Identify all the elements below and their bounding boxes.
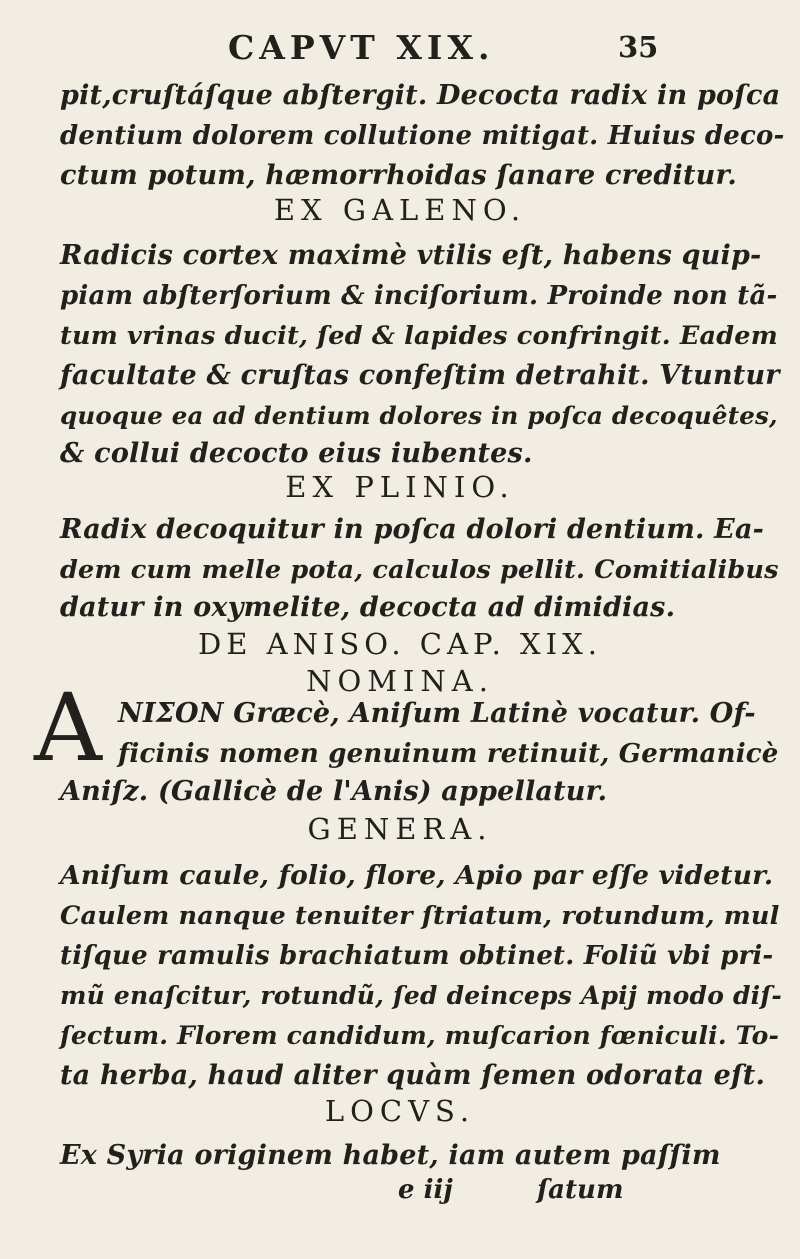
text-line: ficinis nomen genuinum retinuit, Germanicè bbox=[118, 739, 779, 769]
text-line: piam abſterſorium & inciſorium. Proinde non tã- bbox=[60, 281, 778, 311]
text-line: ta herba, haud aliter quàm ſemen odorata eſt. bbox=[60, 1060, 766, 1091]
text-line: Aniſum caule, folio, flore, Apio par eſſe videtur. bbox=[60, 860, 774, 891]
text-line: tum vrinas ducit, ſed & lapides confringit. Eadem bbox=[60, 321, 778, 351]
text-line: Radicis cortex maximè vtilis eſt, habens quip- bbox=[60, 240, 762, 271]
text-line: ſectum. Florem candidum, muſcarion fœniculi. To- bbox=[60, 1021, 780, 1050]
text-line: ctum potum, hæmorrhoidas ſanare creditur. bbox=[60, 160, 738, 191]
section-heading-galeno: EX GALENO. bbox=[273, 193, 527, 227]
page-header bbox=[0, 22, 800, 72]
page-number: 35 bbox=[618, 30, 659, 64]
text-line: dem cum melle pota, calculos pellit. Comitialibus bbox=[60, 555, 779, 585]
catchword: ſatum bbox=[537, 1175, 624, 1205]
text-line: quoque ea ad dentium dolores in poſca decoquêtes, bbox=[60, 401, 778, 430]
section-heading-genera: GENERA. bbox=[307, 812, 493, 846]
signature-mark: e iij bbox=[398, 1175, 453, 1205]
text-line: ΝΙΣΟΝ Græcè, Aniſum Latinè vocatur. Of- bbox=[118, 698, 756, 729]
text-line: datur in oxymelite, decocta ad dimidias. bbox=[60, 592, 676, 623]
chapter-heading: DE ANISO. CAP. XIX. bbox=[198, 627, 602, 661]
section-heading-plinio: EX PLINIO. bbox=[285, 470, 515, 504]
text-line: dentium dolorem collutione mitigat. Huius deco- bbox=[60, 121, 785, 151]
text-line: Caulem nanque tenuiter ſtriatum, rotundum, mul bbox=[60, 901, 780, 931]
text-line: pit,cruſtáſque abſtergit. Decocta radix in poſca bbox=[60, 80, 781, 111]
text-line: Ex Syria originem habet, iam autem paſſim bbox=[60, 1140, 721, 1171]
running-title: CAPVT XIX. bbox=[228, 28, 495, 67]
text-line: Aniſz. (Gallicè de l'Anis) appellatur. bbox=[60, 776, 608, 807]
text-line: Radix decoquitur in poſca dolori dentium. Ea- bbox=[60, 514, 765, 545]
text-line: mũ enaſcitur, rotundũ, ſed deinceps Apij modo diſ- bbox=[60, 981, 782, 1010]
section-heading-nomina: NOMINA. bbox=[306, 664, 494, 698]
page-footer bbox=[0, 1175, 800, 1215]
text-line: facultate & cruſtas confeſtim detrahit. Vtuntur bbox=[60, 360, 780, 391]
text-line: tiſque ramulis brachiatum obtinet. Foliũ vbi pri- bbox=[60, 941, 774, 971]
text-line: & collui decocto eius iubentes. bbox=[60, 438, 533, 469]
section-heading-locvs: LOCVS. bbox=[324, 1094, 476, 1128]
drop-cap-initial: A bbox=[34, 674, 102, 783]
